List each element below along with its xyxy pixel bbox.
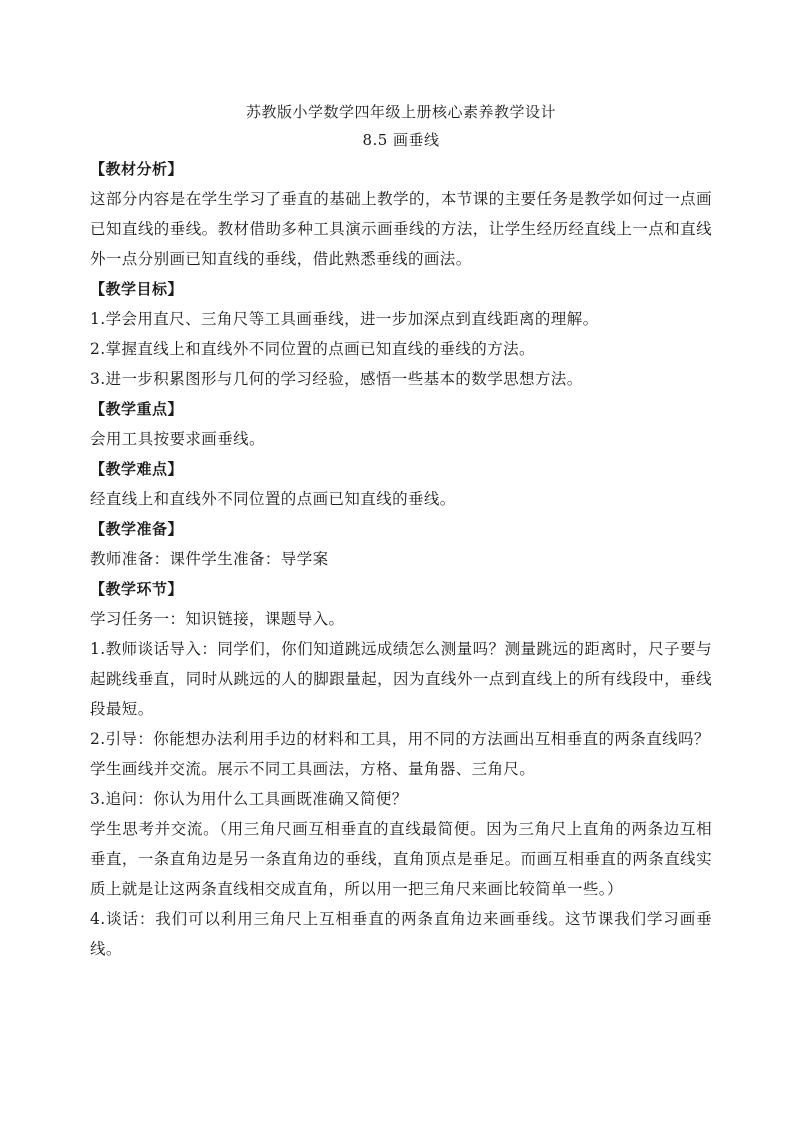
section-difficulties — [90, 454, 712, 514]
document-page — [90, 98, 712, 964]
lesson-title: 8.5 画垂线 — [362, 131, 440, 149]
paragraph: 4.谈话：我们可以利用三角尺上互相垂直的两条直角边来画垂线。这节课我们学习画垂线。 — [90, 910, 712, 958]
paragraph: 学生画线并交流。展示不同工具画法，方格、量角器、三角尺。 — [90, 760, 536, 778]
section-heading: 【教学目标】 — [90, 280, 184, 298]
paragraph: 学生思考并交流。（用三角尺画互相垂直的直线最简便。因为三角尺上直角的两条边互相垂直，一条直角边是另一条直角边的垂线，直角顶点是垂足。而画互相垂直的两条直线实质上就是让这两条直线相交成直角，所以用一把三角尺来画比较简单一些。） — [90, 820, 712, 898]
paragraph: 学习任务一：知识链接，课题导入。 — [90, 610, 345, 628]
paragraph: 会用工具按要求画垂线。 — [90, 430, 265, 448]
section-textbook-analysis — [90, 154, 712, 274]
paragraph: 2.掌握直线上和直线外不同位置的点画已知直线的垂线的方法。 — [90, 340, 535, 358]
paragraph: 这部分内容是在学生学习了垂直的基础上教学的，本节课的主要任务是教学如何过一点画已知直线的垂线。教材借助多种工具演示画垂线的方法，让学生经历经直线上一点和直线外一点分别画已知直线的垂线，借此熟悉垂线的画法。 — [90, 190, 712, 268]
section-teaching-steps — [90, 574, 712, 964]
section-preparation — [90, 514, 712, 574]
section-key-points — [90, 394, 712, 454]
section-heading: 【教学重点】 — [90, 400, 184, 418]
document-title: 苏教版小学数学四年级上册核心素养教学设计 — [245, 103, 556, 121]
paragraph: 3.进一步积累图形与几何的学习经验，感悟一些基本的数学思想方法。 — [90, 370, 583, 388]
paragraph: 经直线上和直线外不同位置的点画已知直线的垂线。 — [90, 490, 456, 508]
paragraph: 教师准备：课件学生准备：导学案 — [90, 550, 329, 568]
section-heading: 【教学难点】 — [90, 460, 184, 478]
section-heading: 【教学准备】 — [90, 520, 184, 538]
section-heading: 【教学环节】 — [90, 580, 184, 598]
section-heading: 【教材分析】 — [90, 160, 184, 178]
paragraph: 3.追问：你认为用什么工具画既准确又简便？ — [90, 790, 408, 808]
paragraph: 1.学会用直尺、三角尺等工具画垂线，进一步加深点到直线距离的理解。 — [90, 310, 599, 328]
paragraph: 2.引导：你能想办法利用手边的材料和工具，用不同的方法画出互相垂直的两条直线吗？ — [90, 730, 710, 748]
section-teaching-goals — [90, 274, 712, 394]
paragraph: 1.教师谈话导入：同学们，你们知道跳远成绩怎么测量吗？测量跳远的距离时，尺子要与起跳线垂直，同时从跳远的人的脚跟量起，因为直线外一点到直线上的所有线段中，垂线段最短。 — [90, 640, 712, 718]
